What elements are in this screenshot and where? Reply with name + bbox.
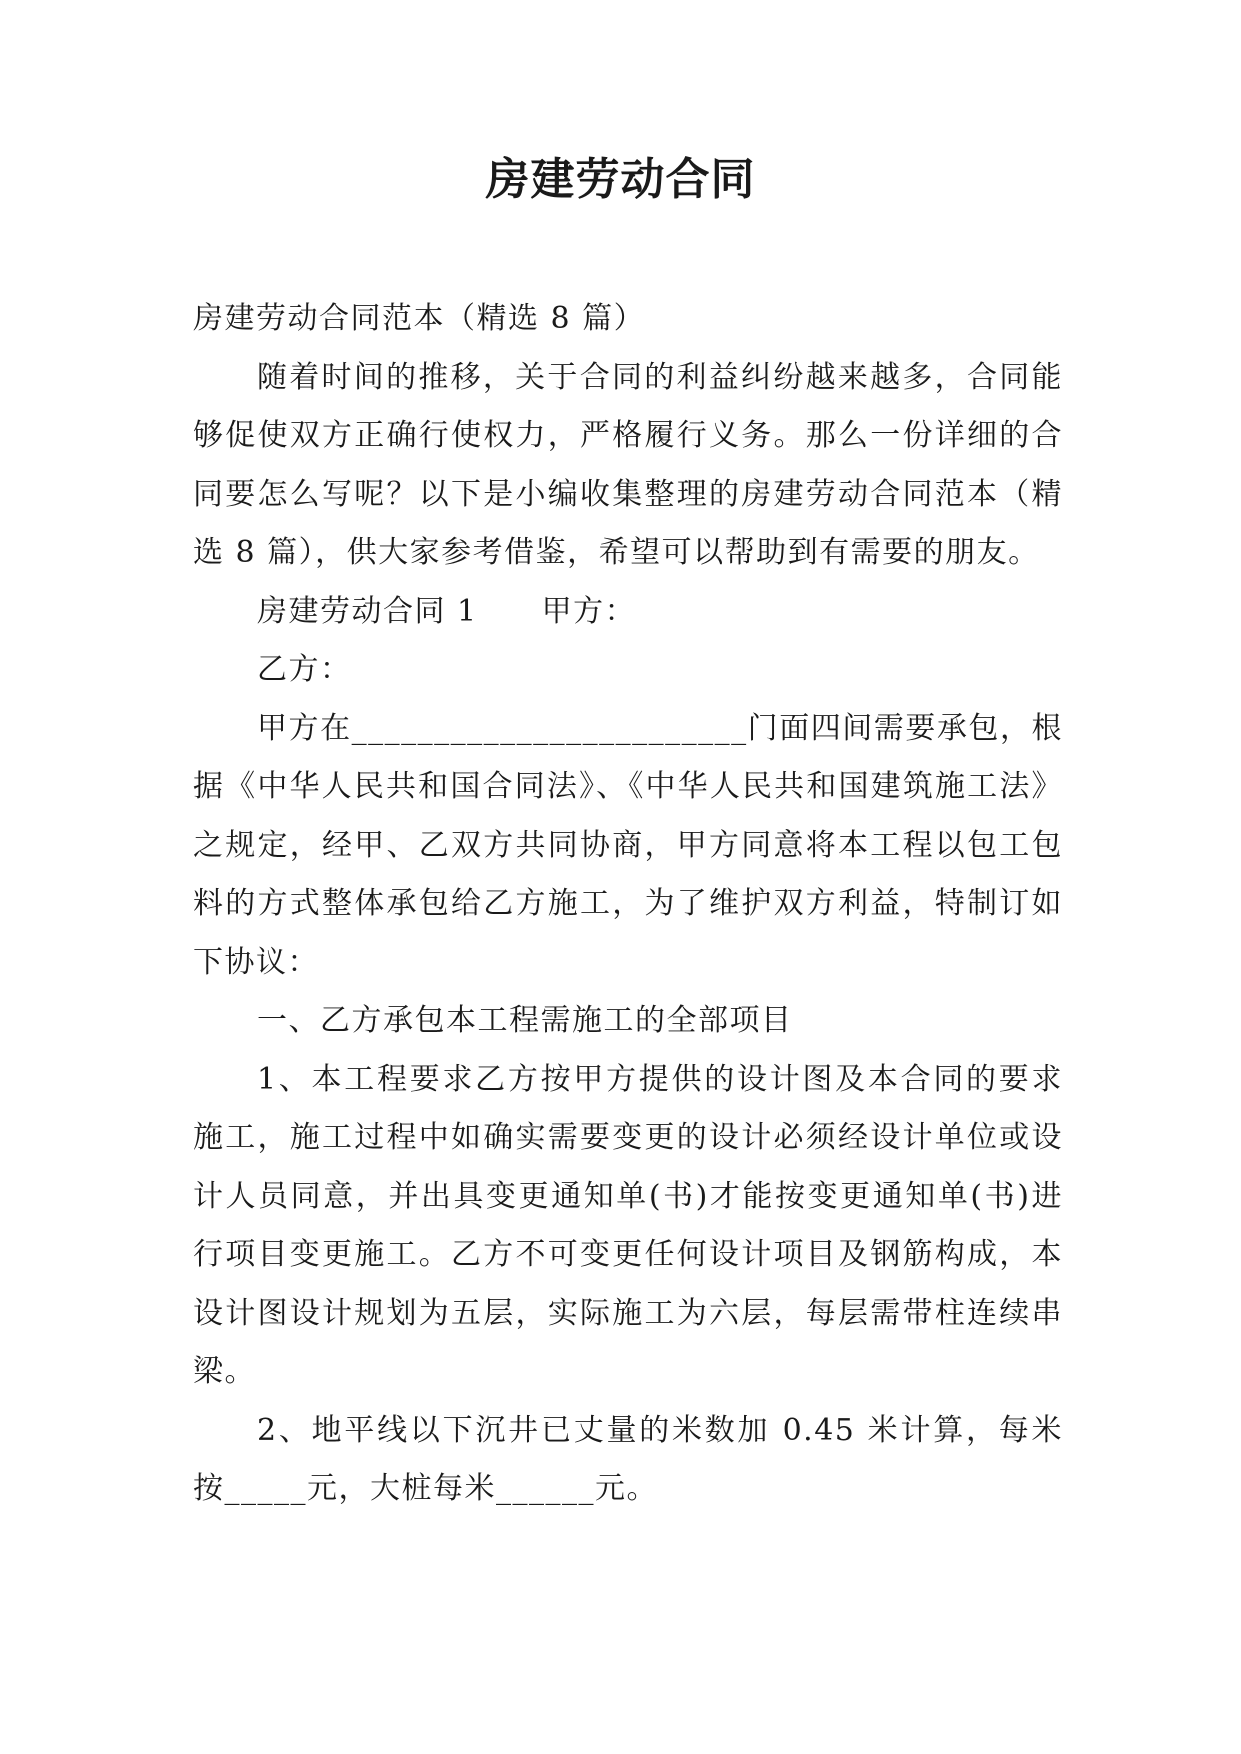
document-body xyxy=(193,290,1063,1519)
document-title: 房建劳动合同 xyxy=(485,154,756,205)
section-heading-1: 一、乙方承包本工程需施工的全部项目 xyxy=(257,1003,793,1038)
party-a-label: 甲方： xyxy=(541,593,637,629)
clause-1-paragraph: 1、本工程要求乙方按甲方提供的设计图及本合同的要求施工，施工过程中如确实需要变更的设计必须经设计单位或设计人员同意，并出具变更通知单(书)才能按变更通知单(书)进行项目变更施工。乙方不可变更任何设计项目及钢筋构成，本设计图设计规划为五层，实际施工为六层，每层需带柱连续串梁。 xyxy=(193,1061,1063,1389)
clause-2-paragraph: 2、地平线以下沉井已丈量的米数加 0.45 米计算，每米按_____元，大桩每米______元。 xyxy=(193,1412,1063,1506)
contract-heading-line xyxy=(193,583,1063,642)
contract-number-label: 房建劳动合同 1 xyxy=(257,593,478,629)
party-b-label: 乙方： xyxy=(257,652,352,687)
contract-preamble-paragraph: 甲方在________________________门面四间需要承包，根据《中华人民共和国合同法》、《中华人民共和国建筑施工法》之规定，经甲、乙双方共同协商，甲方同意将本工程以包工包料的方式整体承包给乙方施工，为了维护双方利益，特制订如下协议： xyxy=(193,710,1063,980)
intro-paragraph: 随着时间的推移，关于合同的利益纠纷越来越多，合同能够促使双方正确行使权力，严格履行义务。那么一份详细的合同要怎么写呢？以下是小编收集整理的房建劳动合同范本（精选 8 篇），供大家参考借鉴，希望可以帮助到有需要的朋友。 xyxy=(193,359,1063,570)
subtitle-paragraph: 房建劳动合同范本（精选 8 篇） xyxy=(193,301,646,336)
